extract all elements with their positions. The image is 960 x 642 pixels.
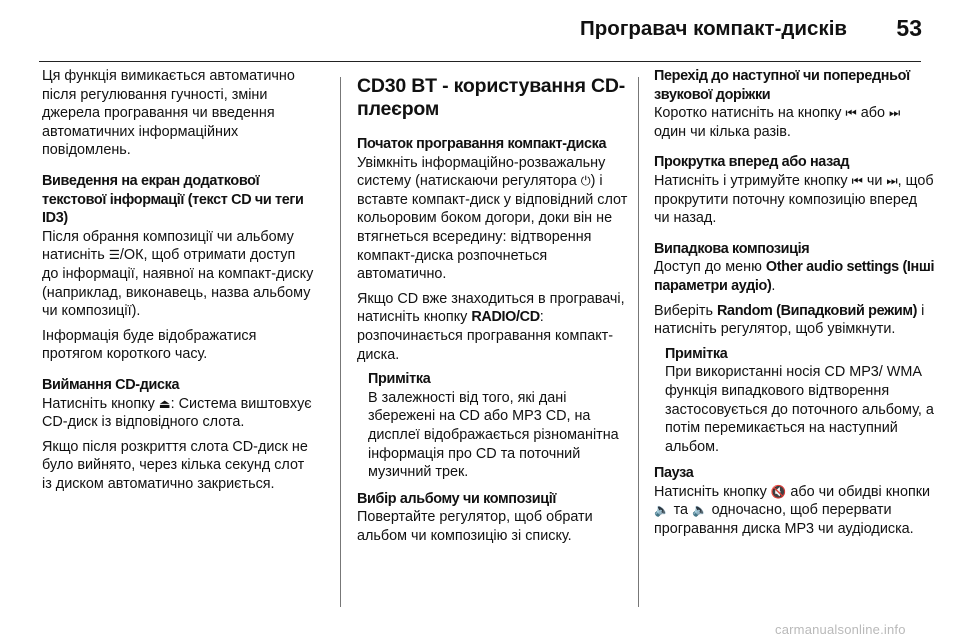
text-run: , щоб прокрутити поточну композицію вперед чи назад.	[654, 172, 934, 227]
menu-icon: ☰	[108, 247, 120, 263]
start-playback-paragraph	[357, 154, 629, 284]
text-run: .	[771, 277, 776, 294]
text-run: або чи обидві кнопки	[786, 483, 931, 500]
section-heading-scroll: Прокрутка вперед або назад	[654, 154, 850, 171]
watermark: carmanualsonline.info	[775, 622, 906, 637]
volume-up-icon: 🔈	[692, 502, 708, 518]
text-run: одночасно, щоб перервати програвання диска MP3 чи аудіодиска.	[654, 502, 914, 538]
text-run: чи	[862, 172, 887, 189]
radio-cd-paragraph	[357, 290, 629, 364]
note-label: Примітка	[665, 345, 728, 362]
note-block	[357, 370, 629, 482]
eject-paragraph	[42, 395, 314, 432]
text-run: Натисніть кнопку	[42, 395, 159, 412]
chapter-title: CD30 BT - користування CD-плеєром	[357, 75, 626, 120]
section-heading-eject: Виймання CD-диска	[42, 376, 180, 393]
page-header	[0, 0, 960, 58]
page-number: 53	[896, 15, 922, 41]
note-label: Примітка	[368, 371, 431, 388]
section-heading-next-prev: Перехід до наступної чи попередньої звукової доріжки	[654, 68, 910, 103]
page-title: Програвач компакт-дисків	[580, 17, 847, 40]
text-run: Якщо CD вже знаходиться в програвачі, натисніть кнопку	[357, 290, 625, 326]
section-heading-extra-text: Виведення на екран додаткової текстової інформації (текст CD чи теги ID3)	[42, 172, 304, 227]
random-select-paragraph	[654, 302, 936, 339]
pause-paragraph	[654, 483, 936, 539]
text-run: : Система виштовхує CD-диск із відповідного слота.	[42, 395, 312, 431]
text-run: Коротко натисніть на кнопку	[654, 105, 846, 122]
skip-forward-icon: ⏭	[888, 105, 901, 121]
text-run: Після обрання композиції чи альбому натисніть	[42, 228, 294, 264]
random-menu-paragraph	[654, 258, 936, 295]
note-text: В залежності від того, які дані збережені на CD або MP3 CD, на дисплеї відображається різноманітна інформація про CD та поточний музичний трек.	[368, 389, 619, 481]
power-icon: ⏻	[580, 173, 591, 189]
section-heading-select-track: Вибір альбому чи композиції	[357, 490, 557, 507]
text-run: : розпочинається програвання компакт-диска.	[357, 309, 614, 363]
skip-back-icon: ⏮	[845, 105, 857, 121]
column-middle	[357, 67, 629, 551]
mute-icon: 🔇	[770, 483, 787, 499]
text-run: ) і вставте компакт-диск у відповідний слот кольоровим боком догори, доки він не втягнеться всередину: відтворення компакт-диска розпочнеться автоматично.	[357, 173, 628, 283]
section-heading-start-playback: Початок програвання компакт-диска	[357, 136, 607, 152]
scroll-paragraph	[654, 172, 936, 228]
section-heading-pause: Пауза	[654, 465, 694, 482]
column-right	[654, 67, 936, 545]
header-divider	[39, 61, 921, 62]
text-run: Доступ до меню	[654, 259, 766, 276]
extra-text-paragraph	[42, 228, 314, 321]
menu-name: Other audio settings (Інші параметри аудіо)	[654, 259, 935, 294]
select-track-paragraph: Повертайте регулятор, щоб обрати альбом чи композицію зі списку.	[357, 509, 593, 544]
eject-autoclose-paragraph: Якщо після розкриття слота CD-диск не було вийнято, через кілька секунд слот із диском автоматично закриється.	[42, 438, 308, 492]
column-divider-right	[638, 77, 639, 607]
column-divider-left	[340, 77, 341, 607]
text-run: один чи кілька разів.	[654, 123, 791, 140]
next-prev-paragraph	[654, 104, 936, 141]
text-run: Увімкніть інформаційно-розважальну систему (натискаючи регулятора	[357, 154, 606, 190]
intro-paragraph: Ця функція вимикається автоматично після регулювання гучності, зміни джерела програвання чи введення автоматичних інформаційних повідомлень.	[42, 68, 295, 159]
text-run: та	[669, 502, 693, 519]
volume-down-icon: 🔈	[654, 502, 670, 518]
radio-cd-label: RADIO/CD	[471, 309, 540, 326]
text-run: /ОК, щоб отримати доступ до інформації, наявної на компакт-диску (наприклад, виконавець, назва альбому чи композиції).	[42, 247, 314, 320]
column-left	[42, 67, 314, 499]
skip-forward-icon: ⏭	[886, 172, 898, 188]
text-run: Натисніть кнопку	[654, 483, 771, 500]
text-run: або	[856, 105, 889, 122]
note-text: При використанні носія CD MP3/ WMA функція випадкового відтворення застосовується до поточного альбому, а потім перемикається на наступний альбом.	[665, 364, 934, 455]
text-run: і натисніть регулятор, щоб увімкнути.	[654, 302, 925, 338]
option-name: Random (Випадковий режим)	[717, 302, 918, 319]
text-run: Натисніть і утримуйте кнопку	[654, 172, 852, 189]
skip-back-icon: ⏮	[851, 172, 863, 188]
note-block	[654, 345, 936, 457]
section-heading-random: Випадкова композиція	[654, 240, 810, 257]
extra-text-duration-paragraph: Інформація буде відображатися протягом короткого часу.	[42, 327, 257, 363]
eject-icon: ⏏	[158, 395, 171, 411]
text-run: Виберіть	[654, 302, 718, 319]
